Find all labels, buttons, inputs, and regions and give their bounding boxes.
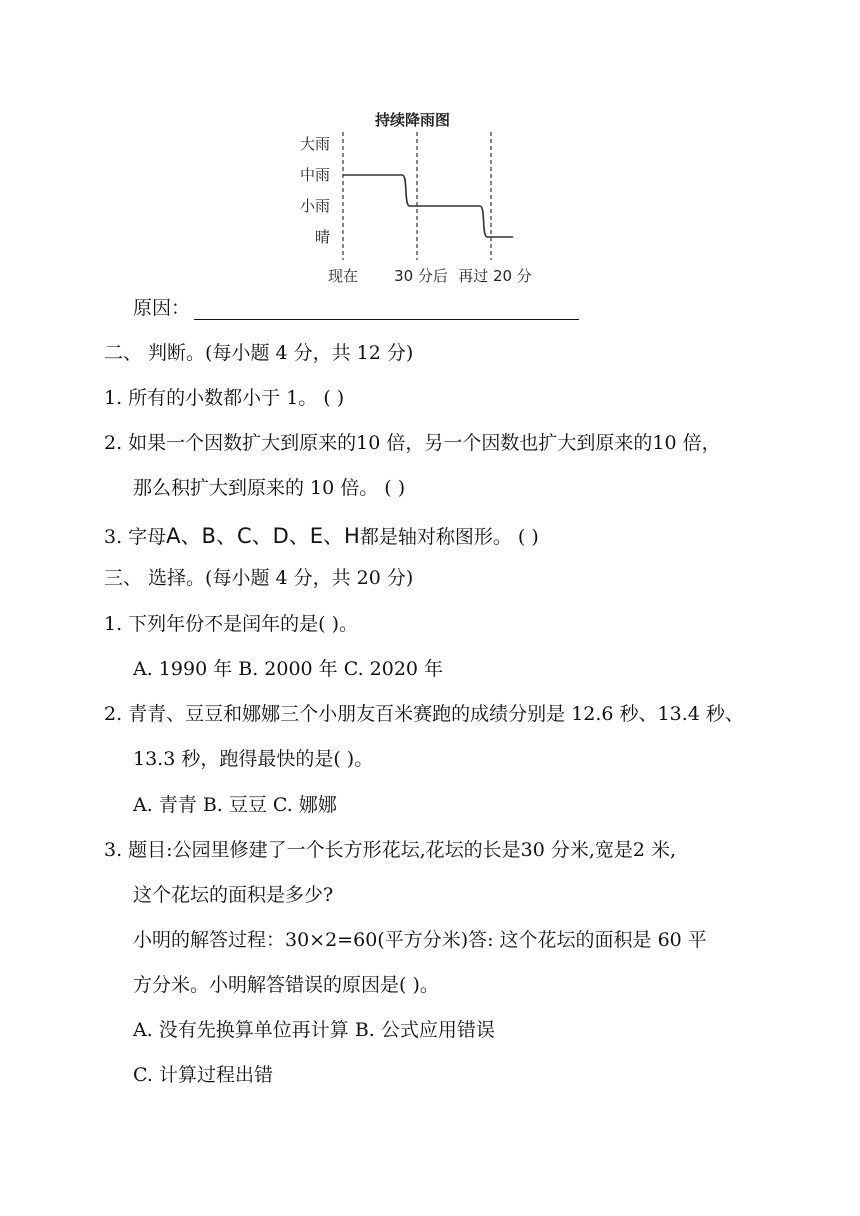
y-axis-label: 晴: [314, 228, 330, 246]
s3-question-2-line1: 2. 青青、豆豆和娜娜三个小朋友百米赛跑的成绩分别是 12.6 秒、13.4 秒、: [104, 703, 744, 725]
reason-line: [133, 296, 579, 320]
reason-blank[interactable]: [194, 301, 579, 320]
s3-question-3-line2: 这个花坛的面积是多少?: [133, 884, 334, 906]
s3-q3-options-ab: A. 没有先换算单位再计算 B. 公式应用错误: [133, 1019, 495, 1041]
s3-q1-options: A. 1990 年 B. 2000 年 C. 2020 年: [133, 658, 444, 680]
s3-q2-options: A. 青青 B. 豆豆 C. 娜娜: [133, 794, 337, 816]
rain-level-line: [343, 175, 513, 237]
chart-title: 持续降雨图: [375, 111, 451, 129]
s2-q3-prefix: 3. 字母: [104, 526, 167, 548]
x-axis-label: 再过 20 分: [458, 267, 532, 285]
section2-title: 二、 判断。(每小题 4 分，共 12 分): [104, 342, 414, 364]
s3-question-1: 1. 下列年份不是闰年的是( )。: [104, 613, 359, 635]
rain-chart-svg: [280, 100, 580, 290]
s2-question-3: [104, 524, 539, 549]
s3-question-3-line1: 3. 题目:公园里修建了一个长方形花坛,花坛的长是30 分米,宽是2 米,: [104, 839, 677, 861]
reason-label: 原因：: [133, 297, 191, 319]
s3-question-3-line4: 方分米。小明解答错误的原因是( )。: [133, 974, 439, 996]
s2-question-1: 1. 所有的小数都小于 1。 ( ): [104, 387, 345, 409]
s2-q3-letters: A、B、C、D、E、H: [166, 524, 360, 548]
section3-title: 三、 选择。(每小题 4 分，共 20 分): [104, 567, 414, 589]
s3-q3-option-c: C. 计算过程出错: [133, 1064, 273, 1086]
rain-chart: [280, 100, 580, 290]
s3-question-3-line3: 小明的解答过程：30×2=60(平方分米)答: 这个花坛的面积是 60 平: [133, 929, 707, 951]
x-axis-label: 现在: [327, 267, 359, 285]
y-axis-label: 小雨: [299, 197, 330, 215]
s3-question-2-line2: 13.3 秒，跑得最快的是( )。: [133, 748, 374, 770]
x-axis-label: 30 分后: [394, 267, 448, 285]
s2-q3-suffix: 都是轴对称图形。 ( ): [359, 526, 539, 548]
s2-question-2-line1: 2. 如果一个因数扩大到原来的10 倍，另一个因数也扩大到原来的10 倍，: [104, 432, 721, 454]
y-axis-label: 中雨: [299, 166, 330, 184]
y-axis-label: 大雨: [299, 135, 330, 153]
s2-question-2-line2: 那么积扩大到原来的 10 倍。 ( ): [133, 477, 406, 499]
